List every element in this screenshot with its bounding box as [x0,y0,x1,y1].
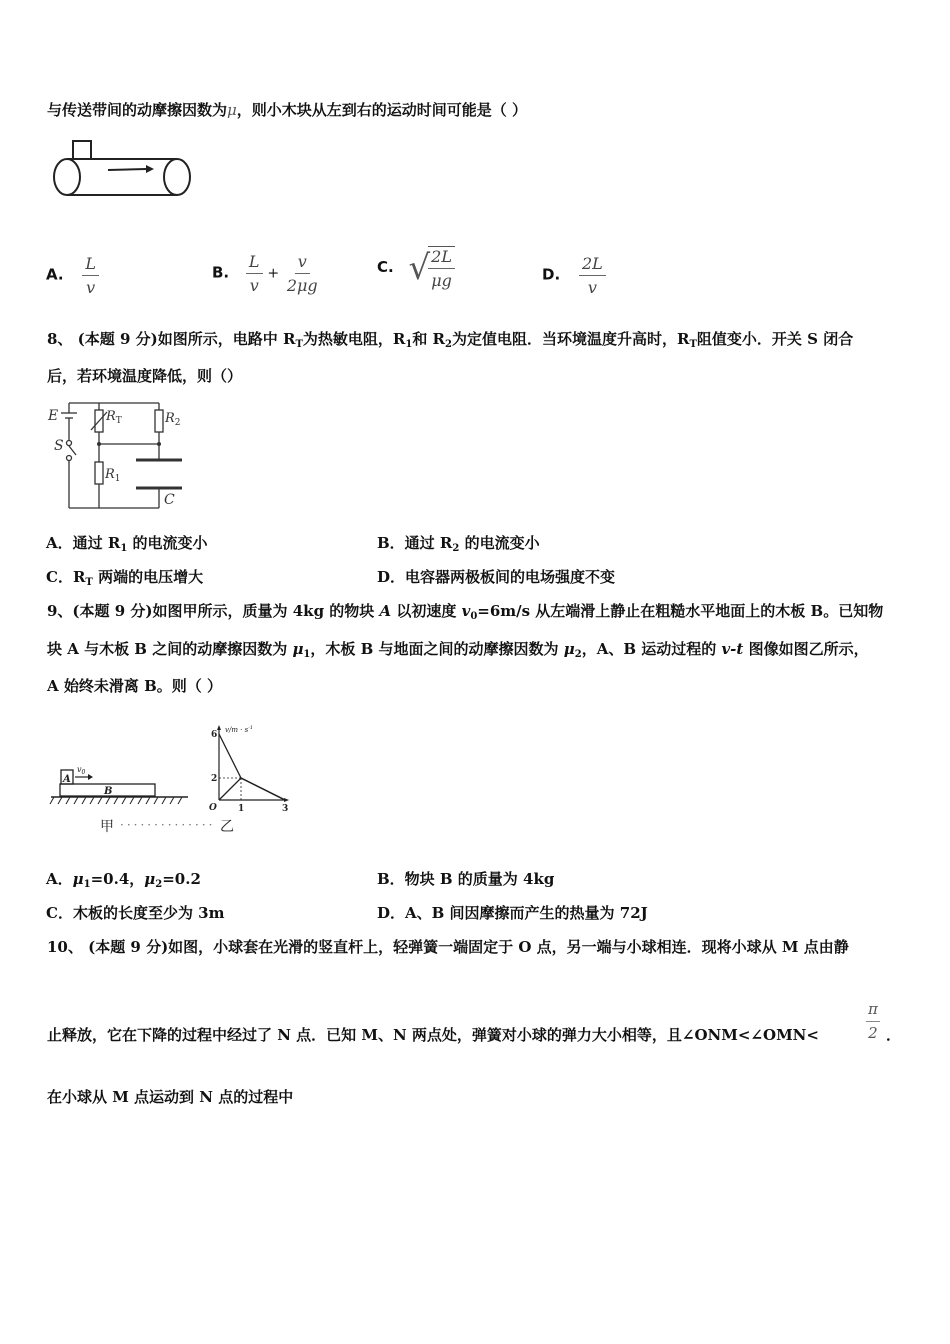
fraction: $\frac{L}{v}$ [246,252,263,295]
left-roller [54,159,80,195]
q8-option-a[interactable]: A．通过 $R_1$ 的电流变小 [46,534,208,554]
y-tick-label: 6 [211,730,218,740]
dotted-leader: ·············· [120,818,216,832]
q9-option-c[interactable]: C．木板的长度至少为 3m [46,904,225,922]
q10-stem-line2: 止释放，它在下降的过程中经过了 N 点．已知 M、N 两点处，弹簧对小球的弹力大小相等，且∠ONM<∠OMN< [47,1026,819,1044]
x-tick-label: 3 [282,804,289,814]
fraction: $\frac{2L}{\mu g}$ [428,246,455,290]
y-axis-label: $v/m \cdot s^{-1}$ [225,725,254,734]
q9-option-b[interactable]: B．物块 B 的质量为 4kg [377,870,555,888]
label-r1: $R_1$ [105,467,121,484]
label-yi: 乙 [220,819,234,835]
q9-option-d[interactable]: D．A、B 间因摩擦而产生的热量为 72J [377,904,648,922]
svg-text:B: B [104,786,113,797]
fraction: $\frac{2L}{v}$ [579,254,606,297]
q7-stem: 与传送带间的动摩擦因数为μ，则小木块从左到右的运动时间可能是（ ） [47,101,527,119]
q10-stem-line3: 在小球从 M 点运动到 N 点的过程中 [47,1088,294,1106]
y-tick-label: 2 [211,774,218,784]
conveyor-belt-figure [50,138,195,200]
q8-option-c[interactable]: C．$R_T$ 两端的电压增大 [46,568,204,588]
q8-option-d[interactable]: D．电容器两极板间的电场强度不变 [377,568,616,586]
q7-option-a[interactable]: A. $\frac{L}{v}$ [46,254,99,297]
label-c: C [164,492,175,508]
q9-stem-line3: A 始终未滑离 B。则（ ） [47,677,222,695]
sqrt-icon: √ [408,248,431,288]
right-roller [164,159,190,195]
q8-stem-line1: 8、 (本题 9 分)如图所示，电路中 $R_T$为热敏电阻，$R_1$和 $R_2$为定值电阻．当环境温度升高时，$R_T$阻值变小．开关 S 闭合 [47,330,854,350]
label-r2: $R_2$ [165,411,181,428]
q10-stem-line1: 10、 (本题 9 分)如图，小球套在光滑的竖直杆上，轻弹簧一端固定于 O 点，另一端与小球相连．现将小球从 M 点由静 [47,938,849,956]
q9-stem-line1: 9、(本题 9 分)如图甲所示，质量为 4kg 的物块 A 以初速度 $v_0=6m/s$ 从左端滑上静止在粗糙水平地面上的木板 B。已知物 [47,602,884,622]
q8-option-b[interactable]: B．通过 $R_2$ 的电流变小 [377,534,540,554]
q9-stem-line2: 块 A 与木板 B 之间的动摩擦因数为 $\mu_1$，木板 B 与地面之间的动摩擦因数为 $\mu_2$，A、B 运动过程的 v-t 图像如图乙所示， [47,640,869,660]
q7-option-b[interactable]: B. $\frac{L}{v}$ + $\frac{v}{2\mu g}$ [212,252,321,295]
fraction: $\frac{v}{2\mu g}$ [286,252,318,295]
svg-text:A: A [63,774,71,785]
x-tick-label: 1 [238,804,245,814]
q8-stem-line2: 后，若环境温度降低，则（） [47,367,243,385]
pi-over-two-fraction: π 2 [868,1000,878,1042]
svg-text:v0: $v_0$ [77,765,86,776]
label-jia: 甲 [100,819,114,835]
q9-option-a[interactable]: A．$\mu_1=0.4$，$\mu_2=0.2$ [46,870,201,890]
q7-option-d[interactable]: D. $\frac{2L}{v}$ [542,254,606,297]
vt-graph [205,722,290,817]
origin-label: O [209,803,217,813]
label-s: S [54,438,64,454]
label-e: E [48,408,59,424]
belt-direction-arrow [108,169,146,170]
q10-period: ． [886,1026,902,1044]
q7-option-c[interactable]: C. √ $\frac{2L}{\mu g}$ [377,246,455,290]
series-line-b [219,778,285,800]
circuit-diagram [44,398,194,513]
wood-block [73,141,91,159]
label-rt: $R_T$ [106,409,122,426]
fraction: $\frac{L}{v}$ [82,254,99,297]
